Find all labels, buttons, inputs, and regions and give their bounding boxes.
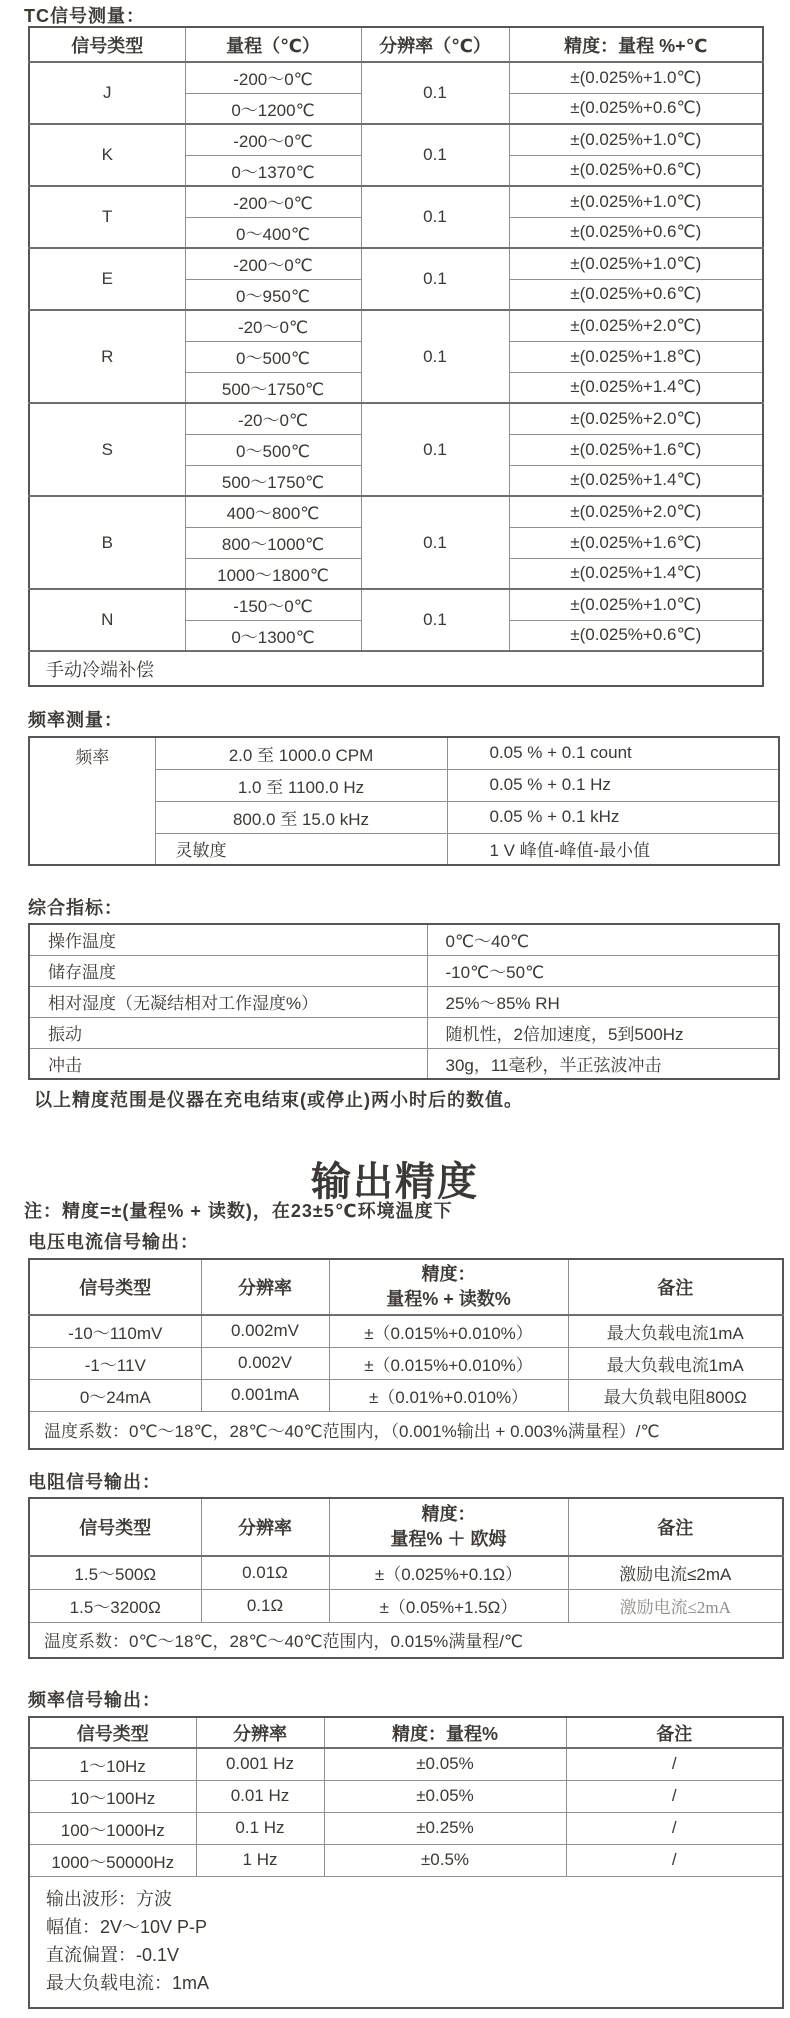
res-accuracy-cell: ±（0.05%+1.5Ω） [329, 1589, 568, 1622]
tc-header-resolution: 分辨率（℃） [361, 27, 509, 62]
res-header-resolution: 分辨率 [201, 1498, 329, 1556]
tc-type-cell: R [29, 310, 185, 403]
tc-type-cell: E [29, 248, 185, 310]
tc-accuracy-cell: ±(0.025%+0.6℃) [509, 217, 763, 248]
tc-accuracy-cell: ±(0.025%+1.4℃) [509, 558, 763, 589]
tc-range-cell: 0～500℃ [185, 341, 361, 372]
vi-resolution-cell: 0.002V [201, 1347, 329, 1379]
fo-type-cell: 10～100Hz [29, 1780, 196, 1812]
vi-remark-cell: 最大负载电流1mA [568, 1347, 783, 1379]
freq-meas-row-header: 频率 [29, 737, 155, 865]
spec-name-cell: 相对湿度（无凝结相对工作湿度%） [29, 986, 427, 1017]
tc-range-cell: 1000～1800℃ [185, 558, 361, 589]
vi-accuracy-cell: ±（0.01%+0.010%） [329, 1379, 568, 1411]
spec-value-cell: 25%～85% RH [427, 986, 779, 1017]
spec-value-cell: 0℃～40℃ [427, 924, 779, 955]
tc-range-cell: -200～0℃ [185, 62, 361, 93]
tc-type-cell: T [29, 186, 185, 248]
fo-accuracy-cell: ±0.05% [324, 1780, 566, 1812]
fo-resolution-cell: 0.01 Hz [196, 1780, 324, 1812]
tc-range-cell: 800～1000℃ [185, 527, 361, 558]
tc-range-cell: 0～1200℃ [185, 93, 361, 124]
vi-header-accuracy-line2: 量程% + 读数% [386, 1289, 511, 1309]
tc-resolution-cell: 0.1 [361, 496, 509, 589]
vi-header-accuracy-line1: 精度： [421, 1264, 476, 1284]
tc-measurement-table [28, 26, 764, 687]
tc-range-cell: 0～1300℃ [185, 620, 361, 651]
vi-type-cell: -1～11V [29, 1347, 201, 1379]
spec-name-cell: 冲击 [29, 1048, 427, 1079]
vi-remark-cell: 最大负载电流1mA [568, 1315, 783, 1347]
tc-resolution-cell: 0.1 [361, 310, 509, 403]
freq-meas-range-cell: 800.0 至 15.0 kHz [155, 801, 447, 833]
fo-footer-line: 输出波形：方波 [46, 1888, 172, 1909]
tc-section-label: TC信号测量： [24, 6, 145, 26]
res-header-remark: 备注 [568, 1498, 783, 1556]
freq-meas-section-label: 频率测量： [28, 710, 123, 730]
general-specs-section-label: 综合指标： [28, 898, 123, 918]
tc-resolution-cell: 0.1 [361, 186, 509, 248]
tc-resolution-cell: 0.1 [361, 248, 509, 310]
res-output-section-label: 电阻信号输出： [28, 1472, 161, 1492]
fo-type-cell: 1000～50000Hz [29, 1844, 196, 1876]
vi-resolution-cell: 0.002mV [201, 1315, 329, 1347]
fo-header-remark: 备注 [566, 1717, 783, 1748]
fo-footer-block [29, 1876, 783, 2008]
spec-name-cell: 操作温度 [29, 924, 427, 955]
fo-resolution-cell: 0.1 Hz [196, 1812, 324, 1844]
vi-type-cell: 0～24mA [29, 1379, 201, 1411]
fo-header-resolution: 分辨率 [196, 1717, 324, 1748]
fo-remark-cell: / [566, 1844, 783, 1876]
tc-accuracy-cell: ±(0.025%+1.8℃) [509, 341, 763, 372]
tc-range-cell: 500～1750℃ [185, 372, 361, 403]
fo-footer-line: 幅值：2V～10V P-P [46, 1916, 208, 1937]
vi-header-remark: 备注 [568, 1259, 783, 1315]
spec-value-cell: 随机性，2倍加速度，5到500Hz [427, 1017, 779, 1048]
vi-header-accuracy [329, 1259, 568, 1315]
vi-header-type: 信号类型 [29, 1259, 201, 1315]
fo-type-cell: 100～1000Hz [29, 1812, 196, 1844]
res-accuracy-cell: ±（0.025%+0.1Ω） [329, 1556, 568, 1589]
fo-type-cell: 1～10Hz [29, 1748, 196, 1780]
tc-footer-cell: 手动冷端补偿 [29, 651, 763, 686]
tc-range-cell: 500～1750℃ [185, 465, 361, 496]
fo-footer-line: 最大负载电流：1mA [46, 1972, 210, 1993]
tc-resolution-cell: 0.1 [361, 62, 509, 124]
accuracy-note: 以上精度范围是仪器在充电结束(或停止)两小时后的数值。 [34, 1090, 523, 1110]
output-accuracy-note: 注：精度=±(量程% + 读数)，在23±5℃环境温度下 [24, 1201, 453, 1221]
res-header-accuracy-line2: 量程% ＋ 欧姆 [390, 1529, 507, 1549]
tc-type-cell: J [29, 62, 185, 124]
tc-accuracy-cell: ±(0.025%+1.0℃) [509, 62, 763, 93]
res-footer-cell: 温度系数：0℃～18℃，28℃～40℃范围内，0.015%满量程/℃ [29, 1622, 783, 1658]
tc-resolution-cell: 0.1 [361, 124, 509, 186]
fo-accuracy-cell: ±0.5% [324, 1844, 566, 1876]
tc-accuracy-cell: ±(0.025%+1.0℃) [509, 186, 763, 217]
freq-measurement-table [28, 736, 780, 866]
fo-remark-cell: / [566, 1748, 783, 1780]
vi-resolution-cell: 0.001mA [201, 1379, 329, 1411]
spec-name-cell: 储存温度 [29, 955, 427, 986]
tc-type-cell: N [29, 589, 185, 651]
res-output-table [28, 1497, 784, 1659]
tc-accuracy-cell: ±(0.025%+1.6℃) [509, 527, 763, 558]
vi-footer-cell: 温度系数：0℃～18℃，28℃～40℃范围内，（0.001%输出 + 0.003%满量程）/℃ [29, 1411, 783, 1449]
vi-accuracy-cell: ±（0.015%+0.010%） [329, 1315, 568, 1347]
res-remark-cell: 激励电流≤2mA [568, 1589, 783, 1622]
fo-resolution-cell: 0.001 Hz [196, 1748, 324, 1780]
tc-accuracy-cell: ±(0.025%+1.4℃) [509, 465, 763, 496]
fo-remark-cell: / [566, 1780, 783, 1812]
freq-meas-accuracy-cell: 0.05 % + 0.1 count [447, 737, 779, 769]
output-accuracy-title: 输出精度 [311, 1160, 479, 1204]
tc-header-accuracy: 精度：量程 %+℃ [509, 27, 763, 62]
tc-accuracy-cell: ±(0.025%+0.6℃) [509, 155, 763, 186]
fo-header-accuracy: 精度：量程% [324, 1717, 566, 1748]
tc-accuracy-cell: ±(0.025%+1.0℃) [509, 248, 763, 279]
fo-accuracy-cell: ±0.25% [324, 1812, 566, 1844]
fo-accuracy-cell: ±0.05% [324, 1748, 566, 1780]
freq-meas-accuracy-cell: 0.05 % + 0.1 Hz [447, 769, 779, 801]
res-header-accuracy [329, 1498, 568, 1556]
tc-range-cell: -200～0℃ [185, 186, 361, 217]
vi-remark-cell: 最大负载电阻800Ω [568, 1379, 783, 1411]
tc-range-cell: 0～950℃ [185, 279, 361, 310]
freq-meas-accuracy-cell: 1 V 峰值-峰值-最小值 [447, 833, 779, 865]
freq-meas-range-cell: 2.0 至 1000.0 CPM [155, 737, 447, 769]
tc-range-cell: -200～0℃ [185, 124, 361, 155]
vi-type-cell: -10～110mV [29, 1315, 201, 1347]
res-type-cell: 1.5～3200Ω [29, 1589, 201, 1622]
fo-remark-cell: / [566, 1812, 783, 1844]
tc-range-cell: 0～500℃ [185, 434, 361, 465]
res-resolution-cell: 0.1Ω [201, 1589, 329, 1622]
general-specs-table [28, 923, 780, 1080]
tc-range-cell: -20～0℃ [185, 310, 361, 341]
tc-accuracy-cell: ±(0.025%+1.0℃) [509, 124, 763, 155]
freq-meas-range-cell: 灵敏度 [155, 833, 447, 865]
tc-type-cell: K [29, 124, 185, 186]
freq-output-table [28, 1716, 784, 2009]
tc-accuracy-cell: ±(0.025%+0.6℃) [509, 279, 763, 310]
tc-range-cell: -150～0℃ [185, 589, 361, 620]
tc-range-cell: 400～800℃ [185, 496, 361, 527]
fo-resolution-cell: 1 Hz [196, 1844, 324, 1876]
tc-accuracy-cell: ±(0.025%+0.6℃) [509, 620, 763, 651]
vi-output-table [28, 1258, 784, 1450]
freq-output-section-label: 频率信号输出： [28, 1690, 161, 1710]
tc-accuracy-cell: ±(0.025%+1.6℃) [509, 434, 763, 465]
tc-range-cell: -20～0℃ [185, 403, 361, 434]
spec-value-cell: 30g，11毫秒，半正弦波冲击 [427, 1048, 779, 1079]
tc-accuracy-cell: ±(0.025%+2.0℃) [509, 496, 763, 527]
spec-value-cell: -10℃～50℃ [427, 955, 779, 986]
tc-resolution-cell: 0.1 [361, 403, 509, 496]
vi-accuracy-cell: ±（0.015%+0.010%） [329, 1347, 568, 1379]
tc-range-cell: 0～400℃ [185, 217, 361, 248]
fo-header-type: 信号类型 [29, 1717, 196, 1748]
res-type-cell: 1.5～500Ω [29, 1556, 201, 1589]
tc-type-cell: S [29, 403, 185, 496]
tc-accuracy-cell: ±(0.025%+1.0℃) [509, 589, 763, 620]
res-header-type: 信号类型 [29, 1498, 201, 1556]
tc-header-range: 量程（℃） [185, 27, 361, 62]
tc-resolution-cell: 0.1 [361, 589, 509, 651]
tc-accuracy-cell: ±(0.025%+1.4℃) [509, 372, 763, 403]
tc-range-cell: -200～0℃ [185, 248, 361, 279]
res-header-accuracy-line1: 精度： [421, 1504, 476, 1524]
vi-header-resolution: 分辨率 [201, 1259, 329, 1315]
spec-name-cell: 振动 [29, 1017, 427, 1048]
fo-footer-line: 直流偏置：-0.1V [46, 1944, 180, 1965]
res-remark-cell: 激励电流≤2mA [568, 1556, 783, 1589]
tc-range-cell: 0～1370℃ [185, 155, 361, 186]
tc-accuracy-cell: ±(0.025%+2.0℃) [509, 403, 763, 434]
tc-header-type: 信号类型 [29, 27, 185, 62]
tc-accuracy-cell: ±(0.025%+0.6℃) [509, 93, 763, 124]
tc-type-cell: B [29, 496, 185, 589]
tc-accuracy-cell: ±(0.025%+2.0℃) [509, 310, 763, 341]
freq-meas-range-cell: 1.0 至 1100.0 Hz [155, 769, 447, 801]
freq-meas-accuracy-cell: 0.05 % + 0.1 kHz [447, 801, 779, 833]
vi-output-section-label: 电压电流信号输出： [28, 1232, 199, 1252]
res-resolution-cell: 0.01Ω [201, 1556, 329, 1589]
